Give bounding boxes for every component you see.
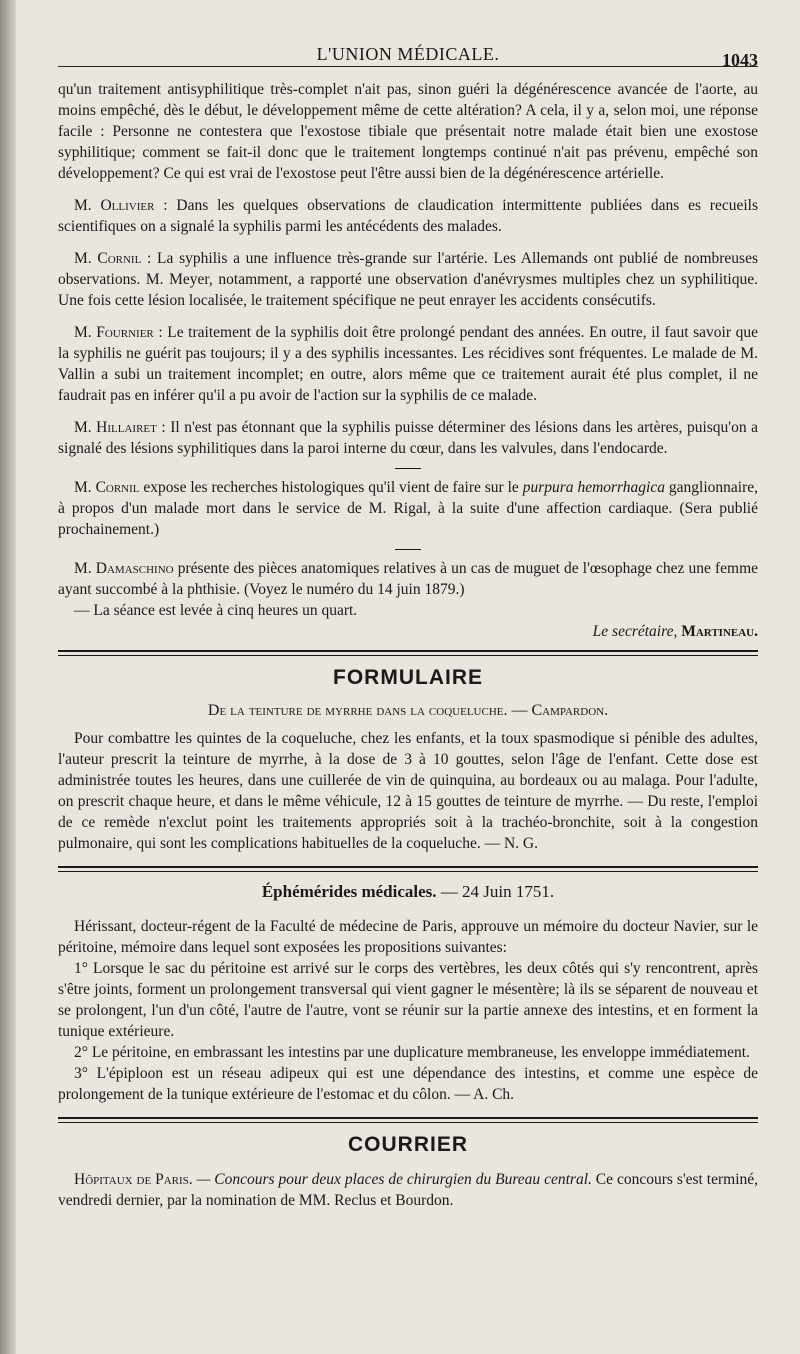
ephemerides-intro: Hérissant, docteur-régent de la Faculté de médecine de Paris, approuve un mémoire du docteur Navier, sur le péritoine, mémoire dans lequel sont exposées les propositions suivantes: <box>58 918 758 956</box>
section-rule-thin <box>58 871 758 872</box>
separator-dash <box>395 549 421 550</box>
speaker-name: M. Ollivier : <box>74 197 168 214</box>
speaker-name: M. Cornil <box>74 479 140 496</box>
signature-role: Le secrétaire, <box>592 623 678 640</box>
page-number: 1043 <box>722 50 758 70</box>
page-header <box>58 0 758 70</box>
damaschino-paragraph <box>58 558 758 600</box>
paragraph-text: présente des pièces anatomiques relatives à un cas de muguet de l'œsophage chez une femme ayant succombé à la phthisie. (Voyez le numéro du 14 juin 1879.) <box>58 560 759 598</box>
formulaire-text: Pour combattre les quintes de la coqueluche, chez les enfants, et la toux spasmodique si pénible des adultes, l'auteur prescrit la teinture de myrrhe, à la dose de 3 à 10 gouttes, selon l'âge de l'enfant. Cette dose est administrée toutes les heures, dans une cuillerée de vin de quinquina, au bordeaux ou au malaga. Pour l'adulte, on prescrit chaque heure, et dans le même véhicule, 12 à 15 gouttes de teinture de myrrhe. — Du reste, l'emploi de ce remède n'exclut point les traitements appropriés soit à la trachéo-bronchite, soit à la congestion pulmonaire, qui sont les complications habituelles de la coqueluche. — N. G. <box>58 730 758 852</box>
signature-name: Martineau. <box>681 623 758 640</box>
separator-dash <box>395 468 421 469</box>
ephemerides-item: 1° Lorsque le sac du péritoine est arrivé sur le corps des vertèbres, les deux côtés qui s'y rencontrent, après s'être joints, forment un prolongement transversal qui vient gagner le mésentère; là ils se séparent de nouveau et se prolongent, l'un d'un côté, l'autre de l'autre, vont se réunir sur la partie annexe des intestins, et en forment la tunique extérieure. <box>58 960 758 1040</box>
courrier-paragraph <box>58 1169 758 1211</box>
speaker-name: M. Damaschino <box>74 560 174 577</box>
intervention-text: Dans les quelques observations de claudication intermittente publiées dans es recueils scientifiques on a signalé la syphilis parmi les antécédents des malades. <box>58 197 759 235</box>
closing-line: — La séance est levée à cinq heures un quart. <box>74 602 358 619</box>
speaker-name: M. Hillairet : <box>74 419 166 436</box>
section-rule-thin <box>58 655 758 656</box>
intervention-ollivier <box>58 195 758 237</box>
ephemerides-item: 3° L'épiploon est un réseau adipeux qui est une dépendance des intestins, et comme une espèce de prolongement de la tunique extérieure de l'estomac et du côlon. — A. Ch. <box>58 1065 758 1103</box>
ephemerides-date: — 24 Juin 1751. <box>436 882 555 901</box>
intervention-hillairet <box>58 417 758 459</box>
ephemerides-title: Éphémérides médicales. <box>261 882 437 901</box>
section-rule-thin <box>58 1122 758 1123</box>
running-title: L'UNION MÉDICALE. <box>316 44 500 64</box>
ephemerides-item: 2° Le péritoine, en embrassant les intestins par une duplicature membraneuse, les enveloppe immédiatement. <box>74 1044 750 1061</box>
section-rule <box>58 866 758 868</box>
courrier-title: COURRIER <box>347 1133 468 1156</box>
intervention-text: Il n'est pas étonnant que la syphilis puisse déterminer des lésions dans les artères, puisqu'on a signalé des lésions syphilitiques dans la paroi interne du cœur, dans les valvules, dans l'endocarde. <box>58 419 758 457</box>
italic-term: purpura hemorrhagica <box>522 479 665 496</box>
intervention-text: La syphilis a une influence très-grande sur l'artérie. Les Allemands ont publié de nombreuses observations. M. Meyer, notamment, a rapporté une observation d'anévrysmes multiples chez un syphilitique. Une fois cette lésion localisée, le traitement spécifique ne peut enrayer les accidents consécutifs. <box>58 250 758 309</box>
courrier-italic: — Concours pour deux places de chirurgien du Bureau central. <box>192 1171 592 1188</box>
signature <box>58 621 758 642</box>
intervention-text: Le traitement de la syphilis doit être prolongé pendant des années. En outre, il faut savoir que la syphilis ne guérit pas toujours; il y a des syphilis incessantes. Les récidives sont fréquentes. Le malade de M. Vallin a subi un traitement incomplet; en outre, alors même que ce traitement aurait été plus complet, il ne faudrait pas en inférer qu'il a pu avoir de l'action sur la syphilis de ce malade. <box>58 324 758 404</box>
cornil-histology-paragraph <box>58 477 758 540</box>
page-binding-shadow <box>0 0 16 1354</box>
opening-paragraph: qu'un traitement antisyphilitique très-complet n'ait pas, sinon guéri la dégénérescence avancée de l'aorte, au moins empêché, dès le début, le développement même de cette altération? A cela, il y a, selon moi, une réponse facile : Personne ne contestera que l'exostose tibiale que présentait notre malade était bien une exostose syphilitique; comment se fait-il donc que le traitement longtemps continué n'ait pas prévenu, empêché son développement? Ce qui est vrai de l'exostose peut l'être aussi bien de la dégénérescence artérielle. <box>58 81 758 182</box>
section-rule <box>58 1117 758 1119</box>
speaker-name: M. Cornil : <box>74 250 152 267</box>
intervention-fournier <box>58 322 758 406</box>
formulaire-subtitle <box>58 702 758 720</box>
section-rule <box>58 650 758 652</box>
subtitle-author: — Campardon. <box>507 702 609 719</box>
paragraph-text: expose les recherches histologiques qu'il vient de faire sur le <box>139 479 523 496</box>
subtitle-text: De la teinture de myrrhe dans la coqueluche. <box>207 702 508 719</box>
formulaire-title: FORMULAIRE <box>333 666 483 689</box>
intervention-cornil <box>58 248 758 311</box>
courrier-lead: Hôpitaux de Paris. <box>74 1171 193 1188</box>
courrier-text: Ce concours s'est terminé, vendredi dernier, par la nomination de MM. Reclus et Bourdon. <box>58 1171 758 1209</box>
speaker-name: M. Fournier : <box>74 324 163 341</box>
paragraph-text: ganglionnaire, à propos d'un malade mort dans le service de M. Rigal, à la suite d'une affection cardiaque. (Sera publié prochainement.) <box>58 479 758 538</box>
ephemerides-heading <box>58 882 758 902</box>
